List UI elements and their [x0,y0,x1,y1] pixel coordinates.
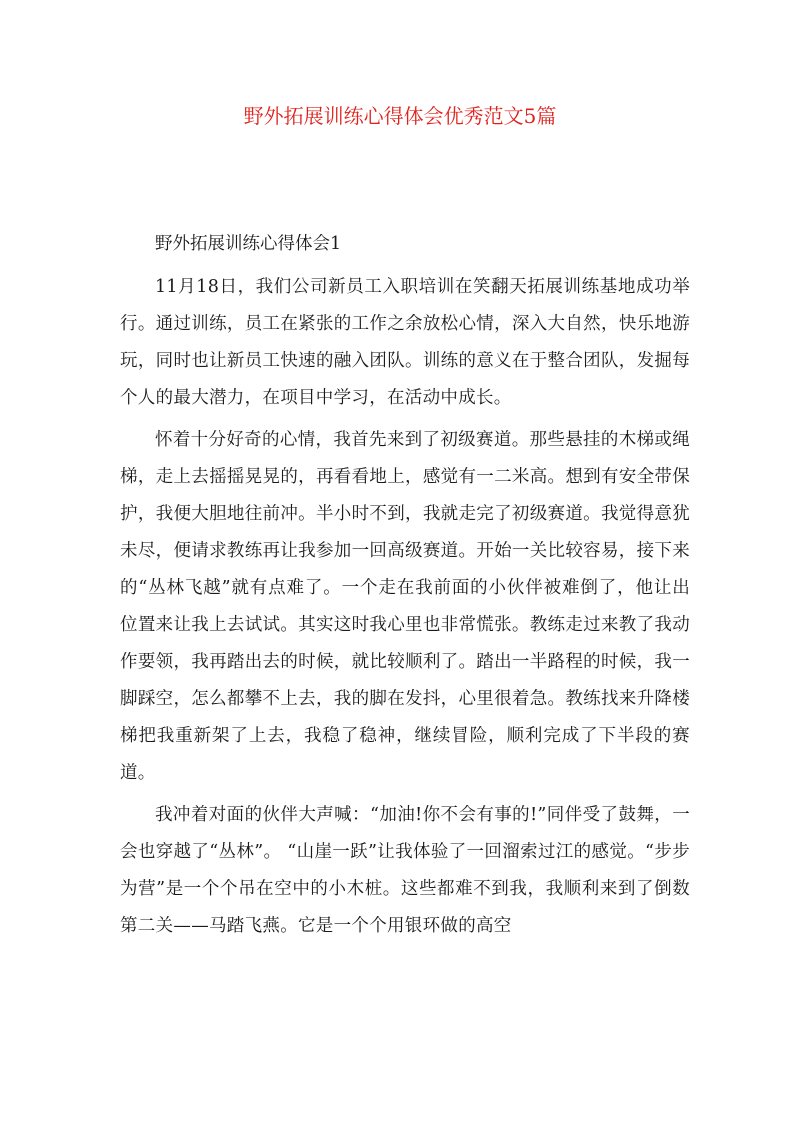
paragraph-2: 怀着十分好奇的心情，我首先来到了初级赛道。那些悬挂的木梯或绳梯，走上去摇摇晃晃的，再看看地上，感觉有一二米高。想到有安全带保护，我便大胆地往前冲。半小时不到，我就走完了初级赛道。我觉得意犹未尽，便请求教练再让我参加一回高级赛道。开始一关比较容易，接下来的“丛林飞越”就有点难了。一个走在我前面的小伙伴被难倒了，他让出位置来让我上去试试。其实这时我心里也非常慌张。教练走过来教了我动作要领，我再踏出去的时候，就比较顺利了。踏出一半路程的时候，我一脚踩空，怎么都攀不上去，我的脚在发抖，心里很着急。教练找来升降楼梯把我重新架了上去，我稳了稳神，继续冒险，顺利完成了下半段的赛道。 [120,430,690,783]
paragraph-1: 11月18日，我们公司新员工入职培训在笑翻天拓展训练基地成功举行。通过训练，员工在紧张的工作之余放松心情，深入大自然，快乐地游玩，同时也让新员工快速的融入团队。训练的意义在于整合团队，发掘每个人的最大潜力，在项目中学习，在活动中成长。 [120,277,690,408]
section-heading: 野外拓展训练心得体会1 [155,234,342,254]
paragraph-3: 我冲着对面的伙伴大声喊：“加油!你不会有事的!”同伴受了鼓舞，一会也穿越了“丛林”。 “山崖一跃”让我体验了一回溜索过江的感觉。“步步为营”是一个个吊在空中的小木桩。这些都难不到我，我顺利来到了倒数第二关——马踏飞燕。它是一个个用银环做的高空 [120,805,690,936]
document-title: 野外拓展训练心得体会优秀范文5篇 [243,104,557,128]
document-body [120,226,690,945]
